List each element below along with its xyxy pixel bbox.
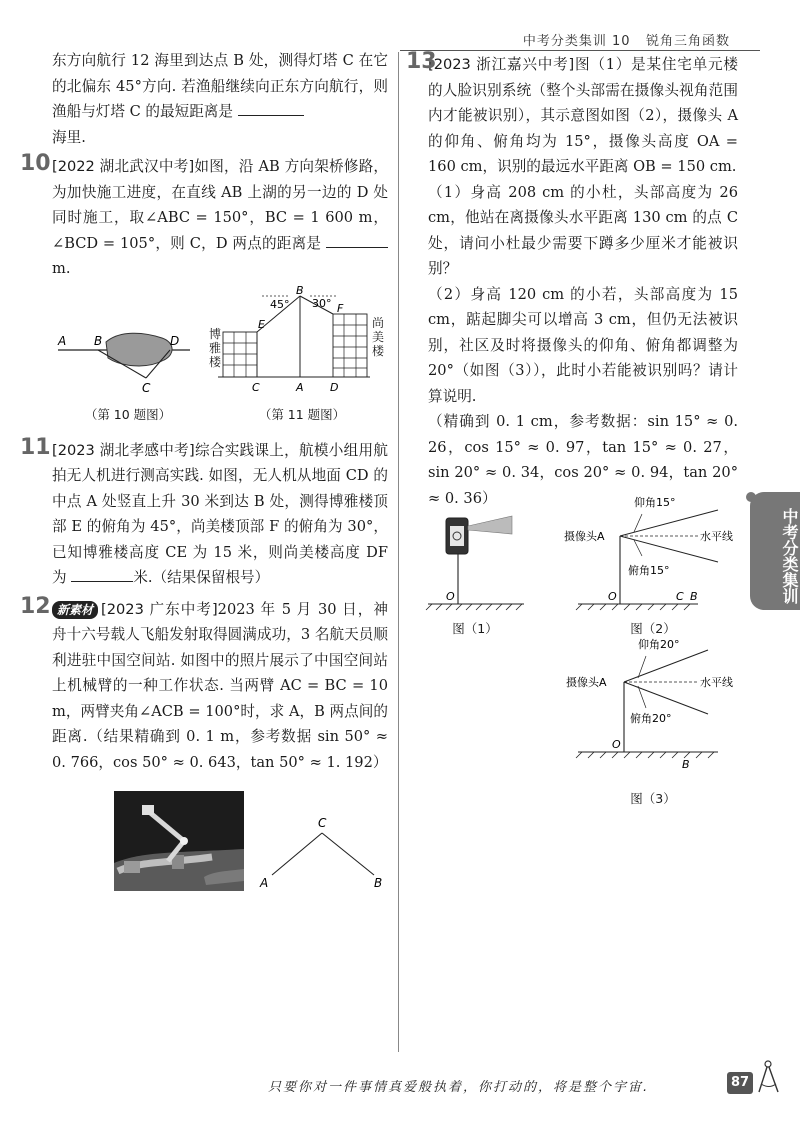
- fig11-left-building-label: 博雅楼: [209, 326, 222, 369]
- question-text: 2023 年 5 月 30 日，神舟十六号载人飞船发射取得圆满成功，3 名航天员顺利进驻中国空间站. 如图中的照片展示了中国空间站上机械臂的一种工作状态. 当两臂 AC = BC = 10 m，两臂夹角∠ACB = 100°时，求 A，B 两点间的距离.（结果精确到 0. 1 m，参考数据 sin 50° ≈ 0. 766，cos 50° ≈ 0. 643，tan 50° ≈ 1. 192）: [52, 600, 388, 771]
- fig11-label-a: A: [296, 380, 304, 394]
- fig10-label-c: C: [142, 380, 151, 395]
- fig13-2-label-b: B: [690, 590, 698, 603]
- figure-10: [57, 333, 190, 395]
- arm-diagram: [252, 805, 392, 905]
- figure-13-2: [558, 492, 758, 612]
- fig13-3-depression: 俯角20°: [630, 712, 672, 725]
- fig11-label-d: D: [330, 380, 339, 394]
- footer-motto: 只要你对一件事情真爱般执着，你打动的，将是整个宇宙.: [268, 1080, 650, 1095]
- question-10: [20, 151, 388, 282]
- new-material-badge: 新素材: [52, 601, 98, 619]
- fig13-3-label-o: O: [612, 738, 621, 751]
- header-number: 10: [612, 34, 631, 49]
- question-source: [2023 广东中考]: [101, 600, 218, 618]
- fig13-3-label-b: B: [682, 758, 690, 771]
- fig12-label-c: C: [318, 816, 327, 830]
- question-tail: m.: [52, 260, 71, 277]
- fig10-caption: （第 10 题图）: [84, 406, 172, 422]
- q13-part1: （1）身高 208 cm 的小杜，头部高度为 26 cm，他站在离摄像头水平距离 130 cm 的点 C 处，请问小杜最少需要下蹲多少厘米才能被识别？: [428, 183, 738, 277]
- fig11-label-c: C: [252, 380, 260, 394]
- q13-reference: （精确到 0. 1 cm，参考数据：sin 15° ≈ 0. 26，cos 15° ≈ 0. 97，tan 15° ≈ 0. 27，sin 20° ≈ 0. 34，cos 20° ≈ 0. 94，tan 20° ≈ 0. 36）: [428, 413, 738, 507]
- fig11-angle-30: 30°: [312, 296, 332, 310]
- header-topic: 锐角三角函数: [645, 34, 730, 49]
- space-station-photo: [114, 791, 244, 891]
- question-12: [20, 593, 388, 776]
- question-number: 11: [20, 434, 51, 460]
- q9-text: 东方向航行 12 海里到达点 B 处，测得灯塔 C 在它的北偏东 45°方向. 若渔船继续向正东方向航行，则渔船与灯塔 C 的最短距离是: [52, 52, 388, 120]
- question-source: [2023 浙江嘉兴中考]: [428, 56, 575, 73]
- fig13-2-camera: 摄像头A: [564, 530, 605, 543]
- fig13-3-caption: 图（3）: [630, 791, 676, 806]
- fig11-label-b: B: [296, 283, 304, 297]
- fig13-2-label-c: C: [676, 590, 684, 603]
- fig11-angle-45: 45°: [270, 297, 290, 311]
- fig11-right-building-label: 尚美楼: [372, 315, 385, 358]
- question-text: 如图，沿 AB 方向架桥修路，为加快施工进度，在直线 AB 上湖的另一边的 D 处同时施工，取∠ABC = 150°，BC = 1 600 m，∠BCD = 105°，则 C，D 两点的距离是: [52, 158, 388, 252]
- fig13-2-caption: 图（2）: [630, 621, 676, 636]
- fig12-label-a: A: [260, 876, 269, 890]
- fig13-1-caption: 图（1）: [452, 621, 498, 636]
- side-chapter-tab[interactable]: 中考分类集训: [750, 492, 800, 610]
- figures-10-11: [52, 283, 388, 430]
- answer-blank[interactable]: [71, 566, 133, 582]
- question-11: [20, 434, 388, 591]
- fig12-label-b: B: [374, 876, 383, 890]
- fig13-2-label-o: O: [608, 590, 617, 603]
- question-number: 12: [20, 593, 51, 619]
- right-column: [406, 49, 738, 806]
- q9-tail: 海里.: [52, 128, 86, 146]
- question-number: 10: [20, 151, 51, 176]
- figure-12: [52, 791, 388, 901]
- fig11-label-f: F: [337, 301, 344, 315]
- question-number: 13: [406, 49, 437, 74]
- question-tail: 米.（结果保留根号）: [133, 569, 270, 586]
- header-rule: [400, 50, 760, 51]
- question-9-continuation: [52, 48, 388, 150]
- column-divider: [398, 52, 399, 1052]
- question-13: [406, 49, 738, 511]
- fig10-label-a: A: [58, 333, 67, 348]
- q13-intro-wrap: [408, 52, 738, 180]
- figure-11: [218, 284, 370, 394]
- fig13-3-horizontal: 水平线: [700, 676, 733, 689]
- header-title: [523, 30, 730, 49]
- fig11-caption: （第 11 题图）: [258, 406, 346, 422]
- figure-13-1: [420, 512, 530, 612]
- fig13-2-elevation: 仰角15°: [634, 496, 676, 509]
- fig10-label-d: D: [170, 333, 180, 348]
- fig13-2-depression: 俯角15°: [628, 564, 670, 577]
- question-source: [2023 湖北孝感中考]: [52, 441, 195, 459]
- page-number: 87: [727, 1072, 753, 1094]
- header-series: 中考分类集训: [522, 34, 607, 49]
- answer-blank[interactable]: [326, 232, 388, 248]
- question-text: 综合实践课上，航模小组用航拍无人机进行测高实践. 如图，无人机从地面 CD 的中点 A 处竖直上升 30 米到达 B 处，测得博雅楼顶部 E 的俯角为 45°，尚美楼顶部 F 的俯角为 30°，已知博雅楼高度 CE 为 15 米，则尚美楼高度 DF 为: [52, 441, 388, 586]
- figure-13-3: [558, 638, 778, 773]
- compass-icon: [756, 1058, 786, 1098]
- fig13-1-label-o: O: [446, 590, 455, 603]
- fig13-3-elevation: 仰角20°: [638, 638, 680, 651]
- fig13-2-horizontal: 水平线: [700, 530, 733, 543]
- answer-blank[interactable]: [238, 100, 304, 116]
- q13-intro: 图（1）是某住宅单元楼的人脸识别系统（整个头部需在摄像头视角范围内才能被识别），其示意图如图（2），摄像头 A 的仰角、俯角均为 15°，摄像头高度 OA = 160 cm，识别的最远水平距离 OB = 150 cm.: [428, 56, 738, 175]
- question-source: [2022 湖北武汉中考]: [52, 158, 195, 175]
- fig13-3-camera: 摄像头A: [566, 676, 607, 689]
- fig10-label-b: B: [94, 333, 103, 348]
- q13-part2: （2）身高 120 cm 的小若，头部高度为 15 cm，踮起脚尖可以增高 3 cm，但仍无法被识别，社区及时将摄像头的仰角、俯角都调整为 20°（如图（3）），此时小若能被识别吗？请计算说明.: [428, 285, 738, 405]
- fig11-label-e: E: [258, 317, 265, 331]
- left-column: [20, 48, 388, 901]
